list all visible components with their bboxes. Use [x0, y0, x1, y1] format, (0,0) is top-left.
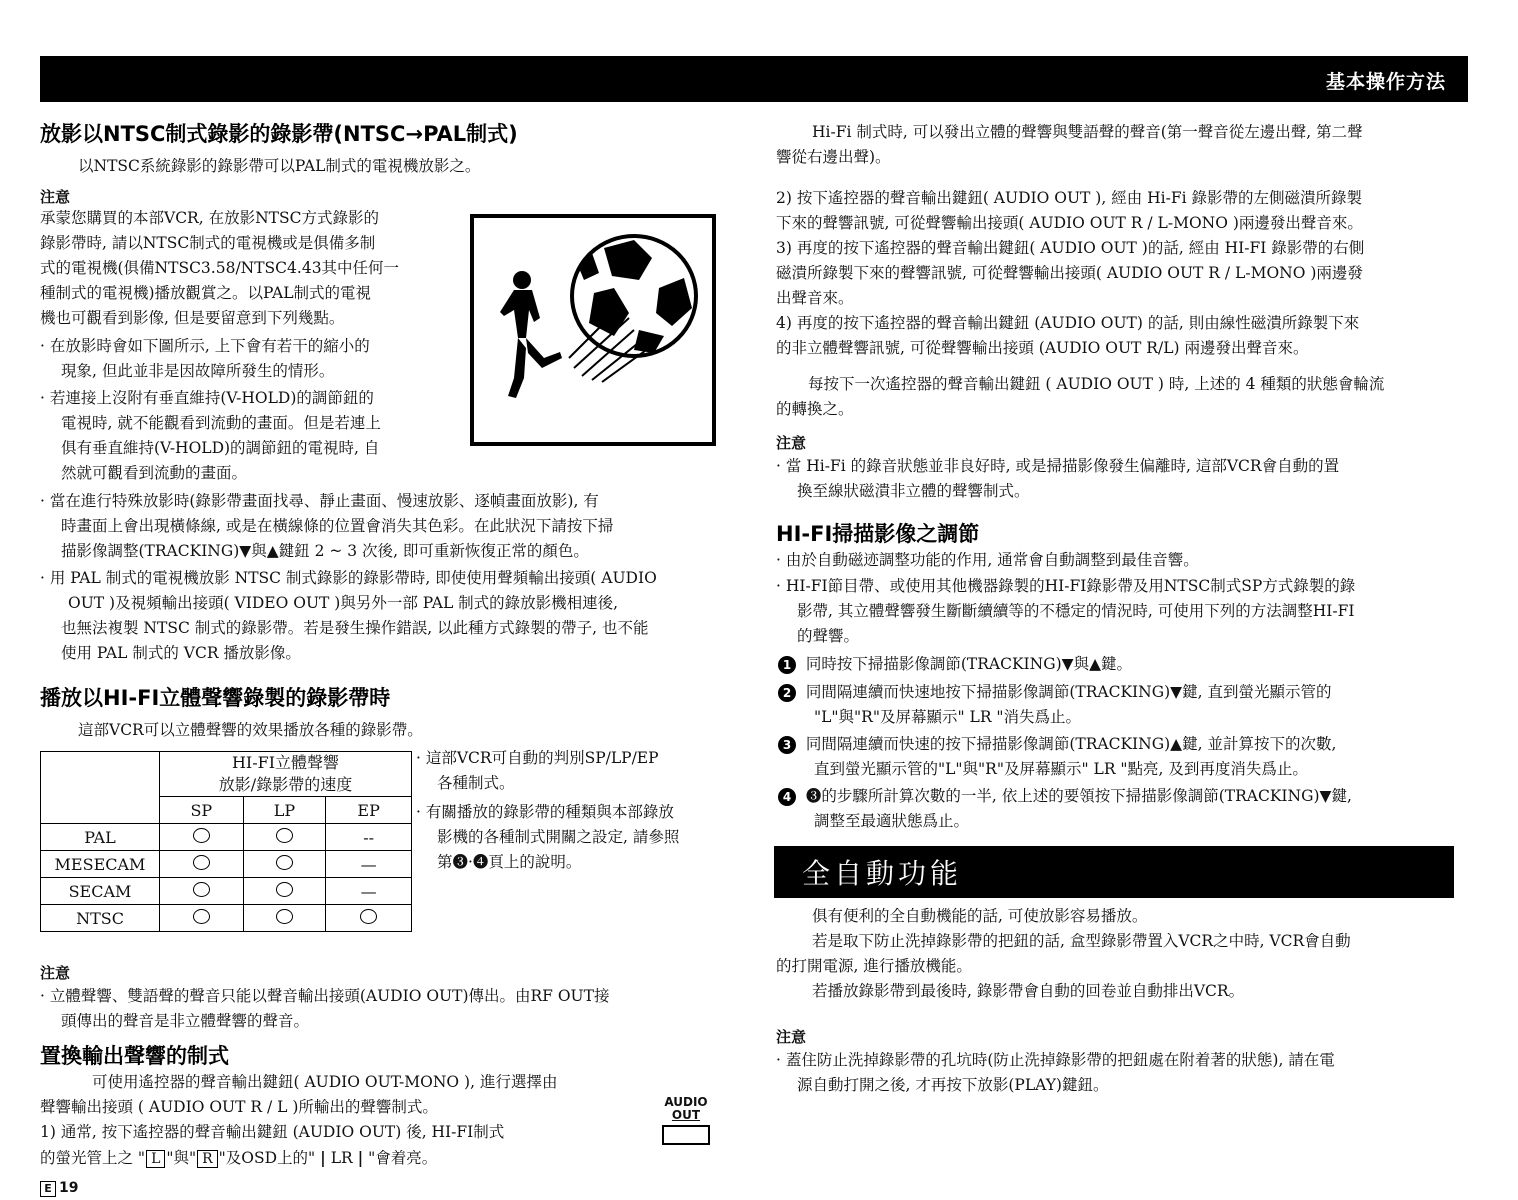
note-erase-protect: · 蓋住防止洗掉錄影帶的孔坑時(防止洗掉錄影帶的把鈕處在附着著的狀態), 請在電 源自動打開之後, 才再按下放影(PLAY)鍵鈕。	[776, 1051, 1335, 1094]
table-row: NTSC	[41, 905, 412, 932]
heading-hifi-tracking: HI-FI掃描影像之調節	[776, 522, 980, 546]
bullet-unstable-sound: · HI-FI節目帶、或使用其他機器錄製的HI-FI錄影帶及用NTSC制式SP方式錄製的錄 影帶, 其立體聲響發生斷斷續續等的不穩定的情況時, 可使用下列的方法調整HI-FI 的聲響。	[776, 577, 1356, 645]
audio-out-steps: 2) 按下遙控器的聲音輸出鍵鈕( AUDIO OUT ), 經由 Hi-Fi 錄影帶的左側磁潰所錄製 下來的聲響訊號, 可從聲響輸出接頭( AUDIO OUT R / L-MONO )兩邊發出聲音來。 3) 再度的按下遙控器的聲音輸出鍵鈕( AUDIO OUT )的話, 經由 HI-FI 錄影帶的右側 磁潰所錄製下來的聲響訊號, 可從聲響輸出接頭( AUDIO OUT R / L-MONO )兩邊發 出聲音來。 4) 再度的按下遙控器的聲音輸出鍵鈕 (AUDIO OUT) 的話, 則由線性磁潰所錄製下來 的非立體聲響訊號, 可從聲響輸出接頭 (AUDIO OUT R/L) 兩邊發出聲音來。	[776, 189, 1365, 357]
table-corner	[41, 752, 160, 824]
supported-mark	[193, 855, 210, 870]
bullet-shrink: · 在放影時會如下圖所示, 上下會有若干的縮小的 現象, 但此並非是因故障所發生的情形。	[40, 337, 370, 380]
supported-mark	[193, 828, 210, 843]
tv-screen-illustration	[470, 214, 716, 446]
lr-indicator: LR	[330, 1149, 353, 1167]
col-lp: LP	[243, 797, 326, 824]
audio-out-cycle: 每按下一次遙控器的聲音輸出鍵鈕 ( AUDIO OUT ) 時, 上述的 4 種類的狀態會輪流 的轉換之。	[776, 375, 1385, 418]
supported-mark	[360, 909, 377, 924]
english-icon: E	[40, 1181, 56, 1197]
supported-mark	[276, 909, 293, 924]
supported-mark	[193, 882, 210, 897]
tracking-step-3: 3 同間隔連續而快速的按下掃描影像調節(TRACKING)▲鍵, 並計算按下的次數, 直到螢光顯示管的"L"與"R"及屏幕顯示" LR "點亮, 及到再度消失爲止。	[778, 732, 1336, 782]
intro-ntsc: 以NTSC系統錄影的錄影帶可以PAL制式的電視機放影之。	[78, 157, 481, 175]
table-row: PAL --	[41, 824, 412, 851]
note-label: 注意	[776, 1028, 807, 1046]
heading-ntsc-pal: 放影以NTSC制式錄影的錄影帶(NTSC→PAL制式)	[40, 122, 518, 146]
auto-function-title: 全自動功能	[802, 857, 963, 890]
hifi-speed-table	[40, 751, 412, 932]
supported-mark	[276, 828, 293, 843]
auto-function-paragraph: 俱有便利的全自動機能的話, 可使放影容易播放。 若是取下防止洗掉錄影帶的把鈕的話, 盒型錄影帶置入VCR之中時, VCR會自動 的打開電源, 進行播放機能。 若播放錄影帶到最後時, 錄影帶會自動的回卷並自動排出VCR。	[776, 907, 1351, 1000]
audio-out-button-icon: AUDIO OUT	[662, 1096, 710, 1145]
step-number-icon: 2	[778, 684, 796, 702]
header-bar	[40, 56, 1468, 102]
bullet-pal-copy: · 用 PAL 制式的電視機放影 NTSC 制式錄影的錄影帶時, 即使使用聲頻輸出接頭( AUDIO OUT )及視頻輸出接頭( VIDEO OUT )與另外一部 PAL 制式的錄放影機相連後, 也無法複製 NTSC 制式的錄影帶。若是發生操作錯誤, 以此種方式錄製的帶子, 也不能 使用 PAL 制式的 VCR 播放影像。	[40, 569, 657, 662]
step-normal-output: 1) 通常, 按下遙控器的聲音輸出鍵鈕 (AUDIO OUT) 後, HI-FI制式 的螢光管上之 " L "與" R "及OSD上的" | LR | "會着亮。	[40, 1123, 505, 1167]
supported-mark	[193, 909, 210, 924]
tracking-step-1: 1 同時按下掃描影像調節(TRACKING)▼與▲鍵。	[778, 652, 1132, 677]
table-row: MESECAM —	[41, 851, 412, 878]
step-number-icon: 4	[778, 788, 796, 806]
ntsc-paragraph: 承蒙您購買的本部VCR, 在放影NTSC方式錄影的 錄影帶時, 請以NTSC制式的電視機或是俱備多制 式的電視機(俱備NTSC3.58/NTSC4.43其中任何一 種制式的電視機)播放觀賞之。以PAL制式的電視 機也可觀看到影像, 但是要留意到下列幾點。	[40, 209, 400, 327]
col-ep: EP	[326, 797, 412, 824]
col-sp: SP	[160, 797, 244, 824]
soccer-illustration	[474, 218, 712, 442]
step-number-icon: 1	[778, 656, 796, 674]
indicator-r: R	[197, 1150, 218, 1168]
step-number-icon: 3	[778, 736, 796, 754]
note-label: 注意	[776, 434, 807, 452]
note-label: 注意	[40, 188, 71, 206]
switch-output-paragraph: 可使用遙控器的聲音輸出鍵鈕( AUDIO OUT-MONO ), 進行選擇由 聲響輸出接頭 ( AUDIO OUT R / L )所輸出的聲響制式。	[40, 1073, 558, 1116]
section-title: 基本操作方法	[1325, 71, 1446, 93]
side-note-auto-detect: · 這部VCR可自動的判別SP/LP/EP 各種制式。	[416, 749, 659, 792]
tracking-step-4: 4 ❸的步驟所計算次數的一半, 依上述的要領按下掃描影像調節(TRACKING)▼鍵, 調整至最適狀態爲止。	[778, 784, 1352, 834]
intro-hifi: 這部VCR可以立體聲響的效果播放各種的錄影帶。	[78, 721, 423, 739]
bullet-special-play: · 當在進行特殊放影時(錄影帶畫面找尋、靜止畫面、慢速放影、逐幀畫面放影), 有 時畫面上會出現橫條線, 或是在橫線條的位置會消失其色彩。在此狀況下請按下掃 描影像調整(TRACKING)▼與▲鍵鈕 2 ~ 3 次後, 即可重新恢復正常的顏色。	[40, 492, 614, 560]
note-label: 注意	[40, 964, 71, 982]
table-row: SECAM —	[41, 878, 412, 905]
bullet-vhold: · 若連接上沒附有垂直維持(V-HOLD)的調節鈕的 電視時, 就不能觀看到流動的畫面。但是若連上 俱有垂直維持(V-HOLD)的調節鈕的電視時, 自 然就可觀看到流動的畫面。	[40, 389, 381, 482]
bullet-auto-tracking: · 由於自動磁迹調整功能的作用, 通常會自動調整到最佳音響。	[776, 551, 1199, 569]
tracking-step-2: 2 同間隔連續而快速地按下掃描影像調節(TRACKING)▼鍵, 直到螢光顯示管的 "L"與"R"及屏幕顯示" LR "消失爲止。	[778, 680, 1331, 730]
hifi-stereo-paragraph: Hi-Fi 制式時, 可以發出立體的聲響與雙語聲的聲音(第一聲音從左邊出聲, 第二聲 響從右邊出聲)。	[776, 123, 1363, 166]
heading-switch-output: 置換輸出聲響的制式	[40, 1044, 229, 1068]
heading-hifi-play: 播放以HI-FI立體聲響錄製的錄影帶時	[40, 686, 391, 710]
page-number: E 19	[40, 1180, 78, 1197]
supported-mark	[276, 855, 293, 870]
note-hifi-fallback: · 當 Hi-Fi 的錄音狀態並非良好時, 或是掃描影像發生偏離時, 這部VCR會自動的置 換至線狀磁潰非立體的聲響制式。	[776, 457, 1340, 500]
side-note-settings: · 有關播放的錄影帶的種類與本部錄放 影機的各種制式開關之設定, 請參照 第❸·❹頁上的說明。	[416, 803, 680, 871]
auto-function-banner	[774, 846, 1454, 898]
note-stereo: · 立體聲響、雙語聲的聲音只能以聲音輸出接頭(AUDIO OUT)傳出。由RF OUT接 頭傳出的聲音是非立體聲響的聲音。	[40, 987, 610, 1030]
supported-mark	[276, 882, 293, 897]
table-header: HI-FI立體聲響 放影/錄影帶的速度	[160, 752, 412, 797]
indicator-l: L	[146, 1150, 165, 1168]
